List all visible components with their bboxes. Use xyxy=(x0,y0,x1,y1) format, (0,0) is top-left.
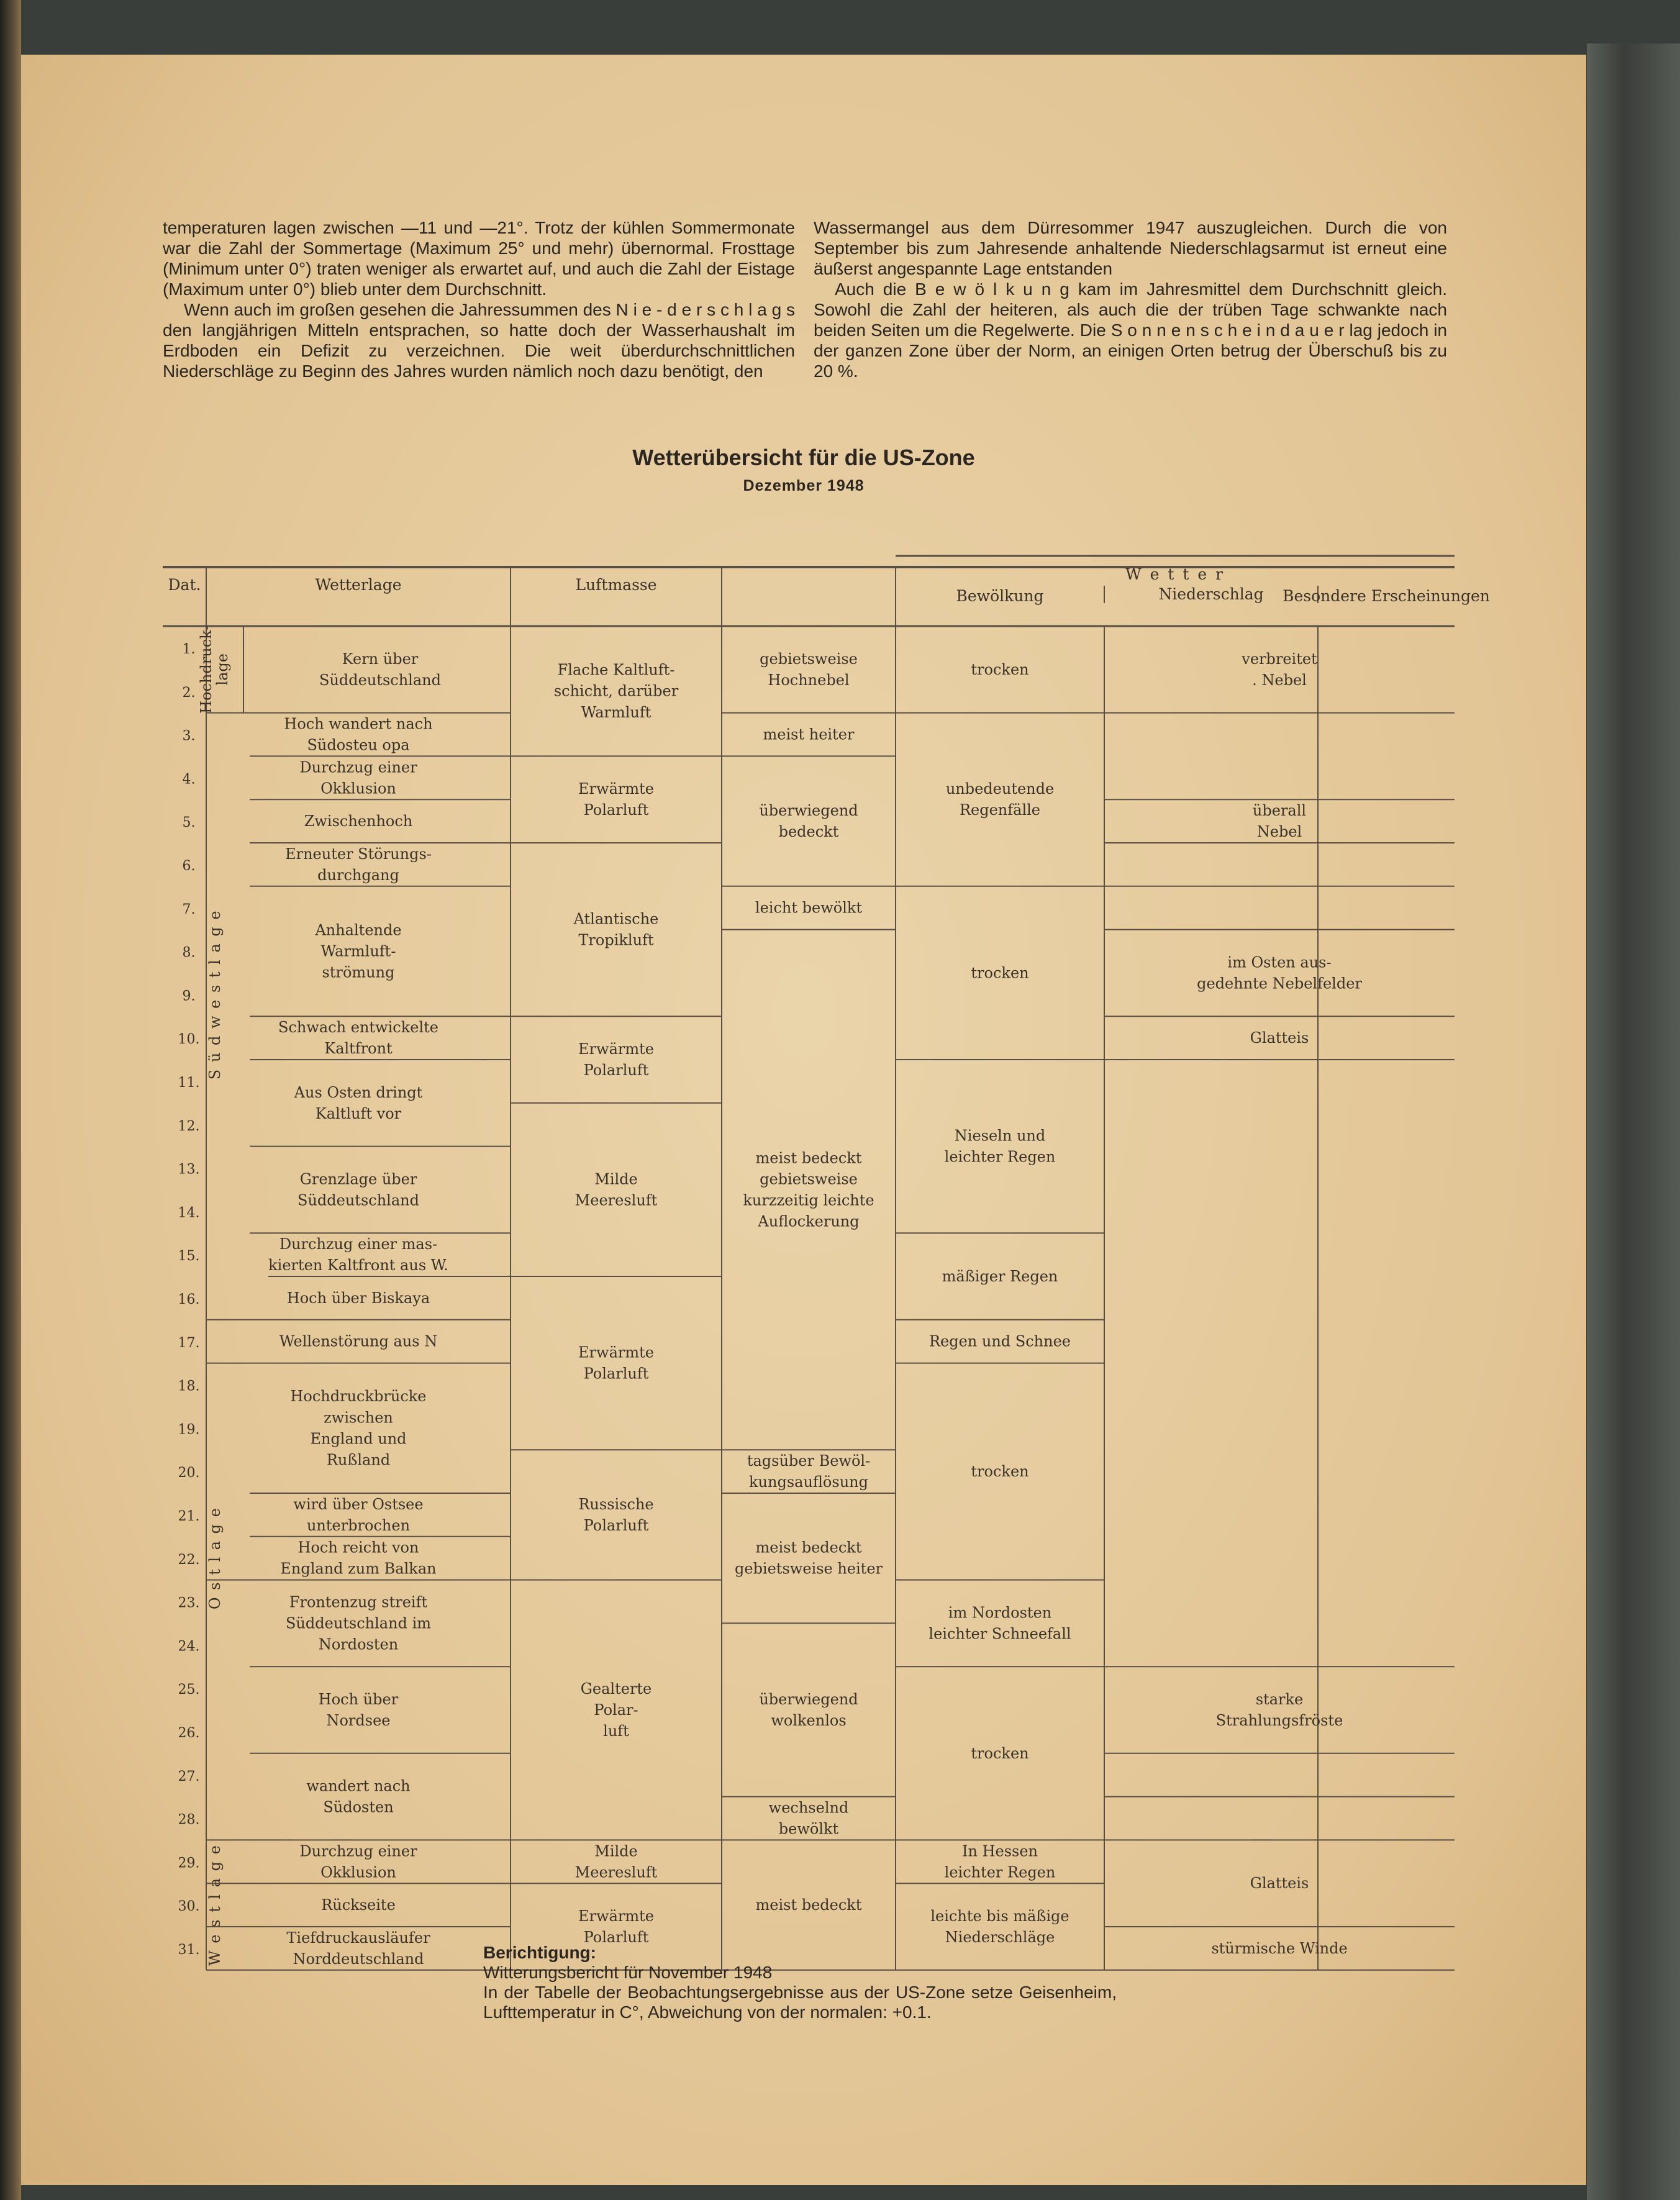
day-number: 16. xyxy=(178,1292,200,1307)
day-number: 9. xyxy=(182,988,196,1004)
day-number: 3. xyxy=(182,728,196,744)
luftmasse-cell: luft xyxy=(603,1722,629,1740)
header-luftmasse: Luftmasse xyxy=(575,576,657,594)
luftmasse-cell: Milde xyxy=(594,1170,638,1188)
wetterlage-cell: Kern über xyxy=(342,650,419,668)
wetterlage-cell: Erneuter Störungs- xyxy=(285,845,432,863)
luftmasse-cell: Polarluft xyxy=(583,1929,649,1947)
day-number: 15. xyxy=(178,1248,200,1265)
wetterlage-cell: Warmluft- xyxy=(320,942,396,960)
bewoelkung-cell: kungsauflösung xyxy=(749,1473,868,1491)
luftmasse-cell: Erwärmte xyxy=(578,1343,654,1361)
wetterlage-cell: Frontenzug streift xyxy=(289,1593,428,1611)
wetterlage-cell: Durchzug einer xyxy=(299,758,417,776)
group-label-0: lage xyxy=(214,653,231,686)
besondere-cell: im Osten aus- xyxy=(1227,953,1332,971)
wetterlage-cell: Kaltluft vor xyxy=(315,1104,402,1122)
luftmasse-cell: Meeresluft xyxy=(574,1863,658,1881)
book-spine-edge xyxy=(0,0,21,2200)
bewoelkung-cell: kurzzeitig leichte xyxy=(743,1191,874,1209)
day-number: 19. xyxy=(178,1422,200,1438)
wetterlage-cell: Nordosten xyxy=(318,1635,399,1653)
wetterlage-cell: Süddeutschland xyxy=(297,1191,419,1209)
header-bewoelkung: Bewölkung xyxy=(956,587,1044,605)
wetterlage-cell: England zum Balkan xyxy=(280,1560,437,1578)
header-besondere: Besondere Erscheinungen xyxy=(1283,587,1490,605)
day-number: 22. xyxy=(178,1552,200,1568)
intro-left-column xyxy=(163,217,795,381)
wetterlage-cell: Süddeutschland im xyxy=(285,1614,432,1632)
bewoelkung-cell: gebietsweise heiter xyxy=(735,1560,883,1578)
luftmasse-cell: Gealterte xyxy=(580,1680,652,1698)
day-number: 24. xyxy=(178,1639,200,1655)
luftmasse-cell: Polar- xyxy=(594,1701,638,1719)
besondere-cell: verbreitet xyxy=(1242,650,1317,668)
besondere-cell: überall xyxy=(1252,802,1307,820)
luftmasse-cell: Erwärmte xyxy=(578,1907,654,1925)
niederschlag-cell: leichter Schneefall xyxy=(929,1625,1071,1643)
wetterlage-cell: wird über Ostsee xyxy=(293,1495,424,1513)
besondere-cell: Glatteis xyxy=(1250,1875,1309,1893)
bewoelkung-cell: Hochnebel xyxy=(768,671,850,689)
wetterlage-cell: zwischen xyxy=(324,1409,393,1427)
day-number: 10. xyxy=(178,1032,200,1048)
day-number: 17. xyxy=(178,1335,200,1351)
wetterlage-cell: Tiefdruckausläufer xyxy=(286,1929,430,1947)
niederschlag-cell: Niederschläge xyxy=(945,1929,1055,1947)
bewoelkung-cell: bewölkt xyxy=(778,1820,839,1838)
book-binding xyxy=(1587,43,1680,2200)
bewoelkung-cell: gebietsweise xyxy=(760,650,858,668)
day-number: 20. xyxy=(178,1465,200,1481)
group-label-2: O s t l a g e xyxy=(206,1507,224,1610)
besondere-cell: starke xyxy=(1255,1690,1304,1708)
niederschlag-cell: mäßiger Regen xyxy=(942,1268,1058,1285)
wetterlage-cell: Okklusion xyxy=(320,780,396,798)
bewoelkung-cell: gebietsweise xyxy=(760,1170,858,1188)
day-number: 29. xyxy=(178,1855,200,1871)
table-title: Wetterübersicht für die US-Zone xyxy=(632,445,975,470)
wetterlage-cell: Schwach entwickelte xyxy=(278,1019,438,1037)
luftmasse-cell: Russische xyxy=(578,1495,654,1513)
luftmasse-cell: Flache Kaltluft- xyxy=(557,661,675,679)
wetterlage-cell: Kaltfront xyxy=(324,1040,393,1058)
luftmasse-cell: Erwärmte xyxy=(578,780,654,798)
day-number: 4. xyxy=(182,771,196,788)
besondere-cell: Nebel xyxy=(1256,823,1302,841)
day-number: 12. xyxy=(178,1118,200,1134)
niederschlag-cell: leichte bis mäßige xyxy=(930,1907,1069,1925)
bewoelkung-cell: meist bedeckt xyxy=(755,1539,862,1557)
luftmasse-cell: Polarluft xyxy=(583,801,649,819)
bewoelkung-cell: tagsüber Bewöl- xyxy=(747,1452,871,1470)
day-number: 7. xyxy=(182,901,196,917)
niederschlag-cell: Regenfälle xyxy=(959,801,1041,819)
wetterlage-cell: Norddeutschland xyxy=(293,1950,424,1968)
day-number: 28. xyxy=(178,1812,200,1828)
niederschlag-cell: In Hessen xyxy=(962,1842,1038,1860)
wetterlage-cell: Hoch reicht von xyxy=(297,1539,419,1557)
wetterlage-cell: Grenzlage über xyxy=(299,1170,417,1188)
wetterlage-cell: Südosten xyxy=(323,1798,394,1816)
wetterlage-cell: Rußland xyxy=(326,1451,391,1469)
day-number: 14. xyxy=(178,1205,200,1221)
niederschlag-cell: trocken xyxy=(971,1744,1029,1762)
wetterlage-cell: Hoch über Biskaya xyxy=(286,1289,430,1307)
wetterlage-cell: Durchzug einer mas- xyxy=(279,1235,438,1253)
wetterlage-cell: unterbrochen xyxy=(306,1516,411,1534)
bewoelkung-cell: wechselnd xyxy=(768,1799,849,1817)
day-number: 8. xyxy=(182,945,196,961)
day-number: 5. xyxy=(182,815,196,831)
wetterlage-cell: Hochdruckbrücke xyxy=(290,1388,427,1406)
besondere-cell: Strahlungsfröste xyxy=(1215,1712,1343,1730)
day-number: 21. xyxy=(178,1509,200,1524)
niederschlag-cell: trocken xyxy=(971,660,1029,678)
wetterlage-cell: Südosteu opa xyxy=(307,736,410,754)
niederschlag-cell: im Nordosten xyxy=(948,1604,1052,1622)
day-number: 23. xyxy=(178,1595,200,1611)
day-number: 18. xyxy=(178,1378,200,1394)
niederschlag-cell: leichter Regen xyxy=(944,1863,1056,1881)
luftmasse-cell: Erwärmte xyxy=(578,1040,654,1058)
group-label-1: S ü d w e s t l a g e xyxy=(206,909,224,1080)
luftmasse-cell: Polarluft xyxy=(583,1061,649,1080)
wetterlage-cell: kierten Kaltfront aus W. xyxy=(268,1257,448,1275)
day-number: 1. xyxy=(182,642,196,657)
niederschlag-cell: trocken xyxy=(971,964,1029,982)
group-label-3: W e s t l a g e xyxy=(206,1844,224,1966)
besondere-cell: stürmische Winde xyxy=(1211,1939,1348,1957)
day-number: 6. xyxy=(182,858,196,874)
intro-left-paragraph-1: temperaturen lagen zwischen —11 und —21°. Trotz der kühlen Sommermonate war die Zahl der Sommertage (Maximum 25° und mehr) übernormal. Frosttage (Minimum unter 0°) traten weniger als erwartet auf, und auch die Zahl der Eistage (Maximum unter 0°) blieb unter dem Durchschnitt. xyxy=(163,218,795,299)
day-number: 30. xyxy=(178,1899,200,1915)
bewoelkung-cell: leicht bewölkt xyxy=(755,899,863,917)
wetterlage-cell: Hoch wandert nach xyxy=(284,715,433,733)
day-number: 31. xyxy=(178,1942,200,1958)
wetterlage-cell: Süddeutschland xyxy=(319,671,441,689)
niederschlag-cell: unbedeutende xyxy=(945,780,1055,798)
niederschlag-cell: Nieseln und xyxy=(954,1127,1046,1145)
day-number: 13. xyxy=(178,1161,200,1178)
luftmasse-cell: Milde xyxy=(594,1842,638,1860)
intro-right-paragraph-2: Auch die B e w ö l k u n g kam im Jahresmittel dem Durchschnitt gleich. Sowohl die Zahl der heiteren, als auch die der trüben Tage schwankte nach beiden Seiten um die Regelwerte. Die S o n n e n s c h e i n d a u e r lag jedoch in der ganzen Zone über der Norm, an einigen Orten betrug der Überschuß bis zu 20 %. xyxy=(814,280,1447,381)
besondere-cell: gedehnte Nebelfelder xyxy=(1197,975,1362,993)
bewoelkung-cell: überwiegend xyxy=(759,802,858,820)
bewoelkung-cell: bedeckt xyxy=(778,823,839,841)
luftmasse-cell: schicht, darüber xyxy=(553,682,679,700)
bewoelkung-cell: meist heiter xyxy=(763,725,855,743)
besondere-cell: Glatteis xyxy=(1250,1029,1309,1047)
luftmasse-cell: Tropikluft xyxy=(578,931,654,949)
intro-right-paragraph-1: Wassermangel aus dem Dürresommer 1947 auszugleichen. Durch die von September bis zum Jahresende anhaltende Niederschlagsarmut ist erneut eine äußerst angespannte Lage entstanden xyxy=(814,218,1447,278)
header-dat: Dat. xyxy=(168,576,201,594)
header-niederschlag: Niederschlag xyxy=(1158,585,1264,603)
wetterlage-cell: strömung xyxy=(322,963,395,981)
wetterlage-cell: Anhaltende xyxy=(315,921,402,939)
bewoelkung-cell: meist bedeckt xyxy=(755,1149,862,1167)
wetterlage-cell: England und xyxy=(310,1430,407,1448)
luftmasse-cell: Polarluft xyxy=(583,1365,649,1383)
niederschlag-cell: trocken xyxy=(971,1463,1029,1481)
niederschlag-cell: leichter Regen xyxy=(944,1148,1056,1166)
intro-left-paragraph-2: Wenn auch im großen gesehen die Jahressummen des N i e - d e r s c h l a g s den langjährigen Mitteln entsprachen, so hatte doch der Wasserhaushalt im Erdboden ein Defizit zu verzeichnen. Die weit überdurchschnittlichen Niederschläge zu Beginn des Jahres wurden nämlich noch dazu benötigt, den xyxy=(163,300,795,381)
wetterlage-cell: Okklusion xyxy=(320,1863,396,1881)
correction-body: In der Tabelle der Beobachtungsergebnisse aus der US-Zone setze Geisenheim, Lufttemperatur in C°, Abweichung von der normalen: +0.1. xyxy=(483,1983,1117,2022)
header-wetterlage: Wetterlage xyxy=(315,576,402,594)
wetterlage-cell: Hoch über xyxy=(318,1690,399,1708)
luftmasse-cell: Warmluft xyxy=(581,703,652,721)
bewoelkung-cell: wolkenlos xyxy=(771,1712,847,1730)
niederschlag-cell: Regen und Schnee xyxy=(929,1332,1071,1350)
weather-table-grid xyxy=(163,511,1490,1977)
wetterlage-cell: Rückseite xyxy=(321,1896,396,1914)
bewoelkung-cell: meist bedeckt xyxy=(755,1896,862,1914)
day-number: 25. xyxy=(178,1682,200,1698)
luftmasse-cell: Atlantische xyxy=(573,910,659,928)
intro-right-column xyxy=(814,217,1447,381)
header-wetter: W e t t e r xyxy=(1125,565,1225,583)
day-number: 2. xyxy=(182,684,196,701)
day-number: 11. xyxy=(178,1075,200,1091)
wetterlage-cell: Wellenstörung aus N xyxy=(279,1332,438,1350)
bewoelkung-cell: überwiegend xyxy=(759,1690,858,1708)
correction-line-1: Witterungsbericht für November 1948 xyxy=(483,1963,773,1982)
group-label-0: Hochdruck- xyxy=(198,625,215,714)
besondere-cell: . Nebel xyxy=(1252,671,1307,689)
luftmasse-cell: Polarluft xyxy=(583,1516,649,1534)
correction-notice xyxy=(483,1943,1117,2022)
correction-heading: Berichtigung: xyxy=(483,1943,596,1962)
day-number: 27. xyxy=(178,1768,200,1784)
luftmasse-cell: Meeresluft xyxy=(574,1191,658,1209)
day-number: 26. xyxy=(178,1725,200,1741)
wetterlage-cell: Nordsee xyxy=(326,1712,391,1730)
wetterlage-cell: durchgang xyxy=(317,866,399,884)
wetterlage-cell: Zwischenhoch xyxy=(304,812,413,830)
bewoelkung-cell: Auflockerung xyxy=(758,1212,860,1230)
weather-table xyxy=(163,511,1490,1980)
wetterlage-cell: Durchzug einer xyxy=(299,1842,417,1860)
table-subtitle: Dezember 1948 xyxy=(743,477,865,494)
wetterlage-cell: wandert nach xyxy=(306,1777,411,1795)
document-page xyxy=(21,55,1586,2185)
wetterlage-cell: Aus Osten dringt xyxy=(294,1083,423,1101)
